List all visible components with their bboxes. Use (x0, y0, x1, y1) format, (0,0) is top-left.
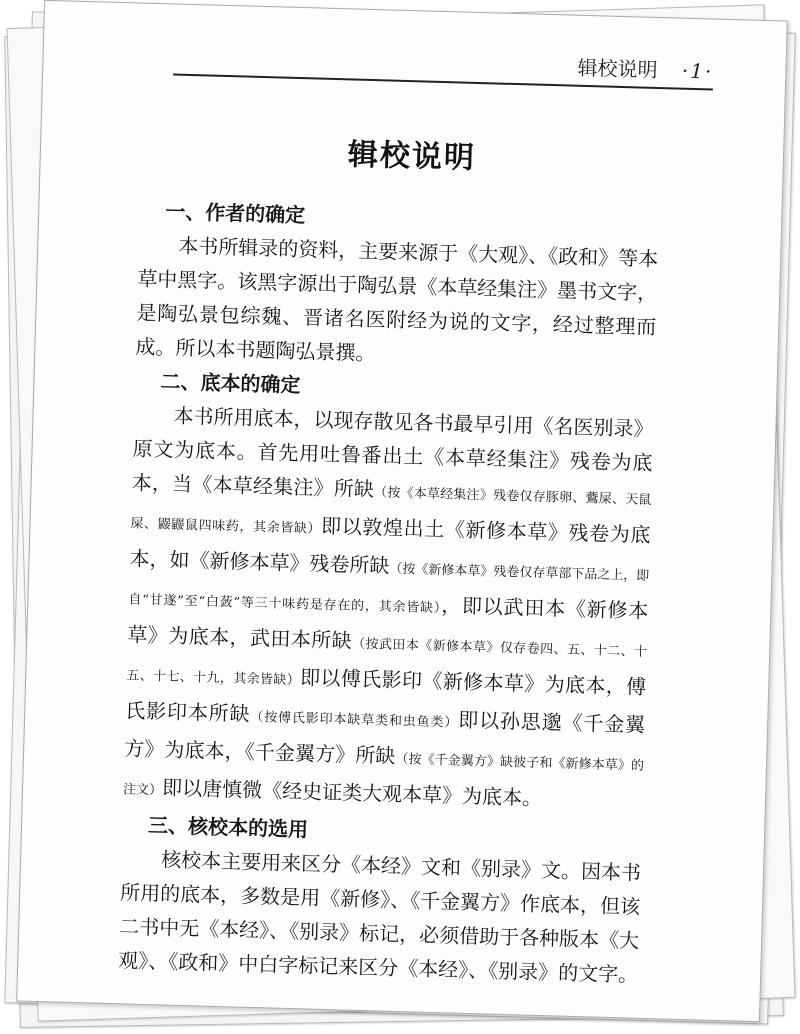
running-header (173, 40, 714, 90)
paragraph-text: 即以唐慎微《经史证类大观本草》为底本。 (161, 775, 543, 811)
section-paragraph: 核校本主要用来区分《本经》文和《别录》文。因本书所用的底本，多数是用《新修》、《千金翼方》作底本，但该二书中无《本经》、《别录》标记，必须借助于各种版本《大观》、《政和》中白字标记来区分《本经》、《别录》的文字。 (118, 847, 642, 987)
page-title: 辑校说明 (347, 137, 477, 176)
inline-note: （按《本草经集注》残卷仅存豚卵、鷰屎、天鼠屎、鼹鼹鼠四味药，其余皆缺） (130, 485, 652, 537)
inline-note: （按傅氏影印本缺草类和虫鱼类） (250, 709, 459, 731)
inline-note: （按《新修本草》残卷仅存草部下品之上，即自“甘遂”至“白蔹”等三十味药是存在的，其余皆缺） (128, 561, 650, 617)
document-page (16, 0, 788, 1022)
section-paragraph: 本书所辑录的资料，主要来源于《大观》、《政和》等本草中黑字。该黑字源出于陶弘景《本草经集注》墨书文字，是陶弘景包综魏、晋诸名医附经为说的文字，经过整理而成。所以本书题陶弘景撰。 (135, 233, 659, 366)
paragraph-text: 即以傅氏影印《新修本草》为底本，傅氏影印本所缺 (124, 665, 647, 726)
paragraph-text: 本书所用底本，以现存散见各书最早引用《名医别录》原文为底本。首先用吐鲁番出土《本草经集注》残卷为底本，当《本草经集注》所缺 (131, 403, 654, 502)
paragraph-text: ，即以武田本《新修本草》为底本，武田本所缺 (127, 593, 649, 653)
section-heading: 二、底本的确定 (160, 369, 301, 398)
document-body (118, 194, 660, 992)
page-number: ·1· (681, 58, 714, 84)
section-heading: 三、核校本的选用 (147, 813, 309, 842)
section-heading: 一、作者的确定 (164, 199, 306, 228)
header-section-title: 辑校说明 (577, 55, 658, 82)
paragraph-text: 即以孙思邈《千金翼方》为底本，《千金翼方》所缺 (123, 707, 646, 768)
inline-note: （按武田本《新修本草》仅存卷四、五、十二、十五、十七、十九，其余皆缺） (126, 636, 648, 689)
section-paragraph (123, 397, 654, 821)
inline-note: （按《千金翼方》缺彼子和《新修本草》的注文） (122, 751, 645, 799)
paragraph-text: 即以敦煌出土《新修本草》残卷为底本，如《新修本草》残卷所缺 (129, 513, 651, 578)
